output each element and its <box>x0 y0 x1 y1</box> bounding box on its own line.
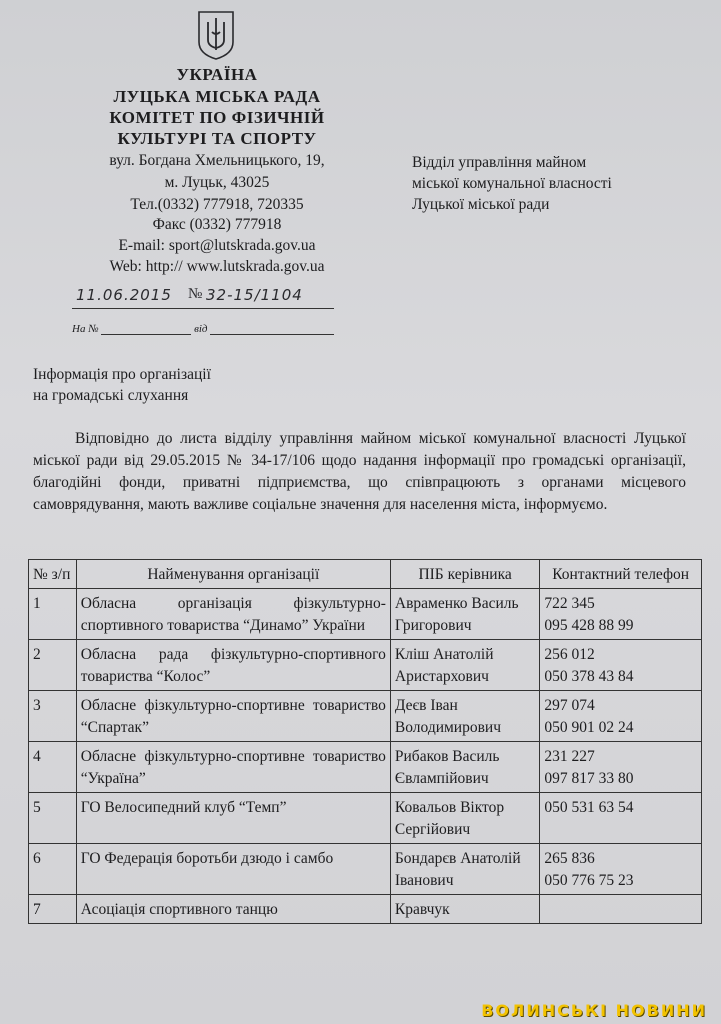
cell-number: 1 <box>29 589 77 640</box>
outgoing-number: 32-15/1104 <box>206 286 303 304</box>
outgoing-number-label: № <box>188 286 204 302</box>
table-row <box>29 844 702 895</box>
cell-director: Деєв Іван Володимирович <box>390 691 539 742</box>
cell-phone: 722 345 095 428 88 99 <box>540 589 702 640</box>
cell-phone: 265 836 050 776 75 23 <box>540 844 702 895</box>
cell-phone: 050 531 63 54 <box>540 793 702 844</box>
subject-line: Інформація про організації <box>33 366 211 383</box>
table-row <box>29 793 702 844</box>
cell-phone: 231 227 097 817 33 80 <box>540 742 702 793</box>
table-row <box>29 589 702 640</box>
cell-number: 2 <box>29 640 77 691</box>
cell-director: Кліш Анатолій Аристархович <box>390 640 539 691</box>
cell-director: Бондарєв Анатолій Іванович <box>390 844 539 895</box>
header-committee-line1: КОМІТЕТ ПО ФІЗИЧНІЙ <box>109 108 325 127</box>
reply-from-label: від <box>194 323 208 335</box>
table-row <box>29 640 702 691</box>
header-cell-phone: Контактний телефон <box>540 560 702 589</box>
header-cell-number: № з/п <box>29 560 77 589</box>
cell-director: Кравчук <box>390 895 539 924</box>
cell-organization: Обласна організація фізкультурно-спортивного товариства “Динамо” України <box>76 589 390 640</box>
cell-number: 4 <box>29 742 77 793</box>
outgoing-reference-line <box>72 284 334 309</box>
header-fax: Факс (0332) 777918 <box>152 216 282 233</box>
addressee-line: Відділ управління майном <box>412 154 587 171</box>
header-committee-line2: КУЛЬТУРІ ТА СПОРТУ <box>117 129 317 148</box>
table-row <box>29 742 702 793</box>
reply-number-label: На № <box>72 323 99 335</box>
table-row <box>29 691 702 742</box>
cell-director: Авраменко Василь Григорович <box>390 589 539 640</box>
table-header-row <box>29 560 702 589</box>
cell-phone: 297 074 050 901 02 24 <box>540 691 702 742</box>
cell-organization: Обласне фізкультурно-спортивне товариство “Україна” <box>76 742 390 793</box>
header-cell-director: ПІБ керівника <box>390 560 539 589</box>
cell-phone: 256 012 050 378 43 84 <box>540 640 702 691</box>
cell-organization: Асоціація спортивного танцю <box>76 895 390 924</box>
cell-organization: ГО Велосипедний клуб “Темп” <box>76 793 390 844</box>
cell-phone <box>540 895 702 924</box>
header-country: УКРАЇНА <box>176 65 258 84</box>
subject-line: на громадські слухання <box>33 387 189 404</box>
cell-director: Ковальов Віктор Сергійович <box>390 793 539 844</box>
header-phone: Тел.(0332) 777918, 720335 <box>130 196 304 213</box>
addressee-line: міської комунальної власності <box>412 175 612 192</box>
cell-number: 5 <box>29 793 77 844</box>
header-email: E-mail: sport@lutskrada.gov.ua <box>118 237 316 254</box>
header-city: м. Луцьк, 43025 <box>164 174 270 191</box>
cell-number: 7 <box>29 895 77 924</box>
trident-emblem-icon <box>196 10 236 60</box>
addressee-block <box>412 152 612 215</box>
header-street: вул. Богдана Хмельницького, 19, <box>109 152 325 169</box>
cell-director: Рибаков Василь Євлампійович <box>390 742 539 793</box>
table-row <box>29 895 702 924</box>
cell-number: 6 <box>29 844 77 895</box>
header-council: ЛУЦЬКА МІСЬКА РАДА <box>113 87 321 106</box>
outgoing-date: 11.06.2015 <box>76 286 172 304</box>
addressee-line: Луцької міської ради <box>412 196 550 213</box>
cell-organization: ГО Федерація боротьби дзюдо і самбо <box>76 844 390 895</box>
reply-reference-line <box>72 322 334 335</box>
cell-organization: Обласна рада фізкультурно-спортивного товариства “Колос” <box>76 640 390 691</box>
header-web: Web: http:// www.lutskrada.gov.ua <box>109 258 325 275</box>
organizations-table <box>28 559 702 924</box>
subject-block <box>33 364 211 406</box>
body-paragraph: Відповідно до листа відділу управління майном міської комунальної власності Луцької міської ради від 29.05.2015 № 34-17/106 щодо надання інформації про громадські організації, благодійні фонди, приватні підприємства, що співпрацюють з органами місцевого самоврядування, мають важливе соціальне значення для населення міста, інформуємо. <box>33 430 686 513</box>
header-cell-organization: Найменування організації <box>76 560 390 589</box>
cell-organization: Обласне фізкультурно-спортивне товариство “Спартак” <box>76 691 390 742</box>
watermark-logo: ВОЛИНСЬКІ НОВИНИ <box>481 1001 707 1020</box>
cell-number: 3 <box>29 691 77 742</box>
